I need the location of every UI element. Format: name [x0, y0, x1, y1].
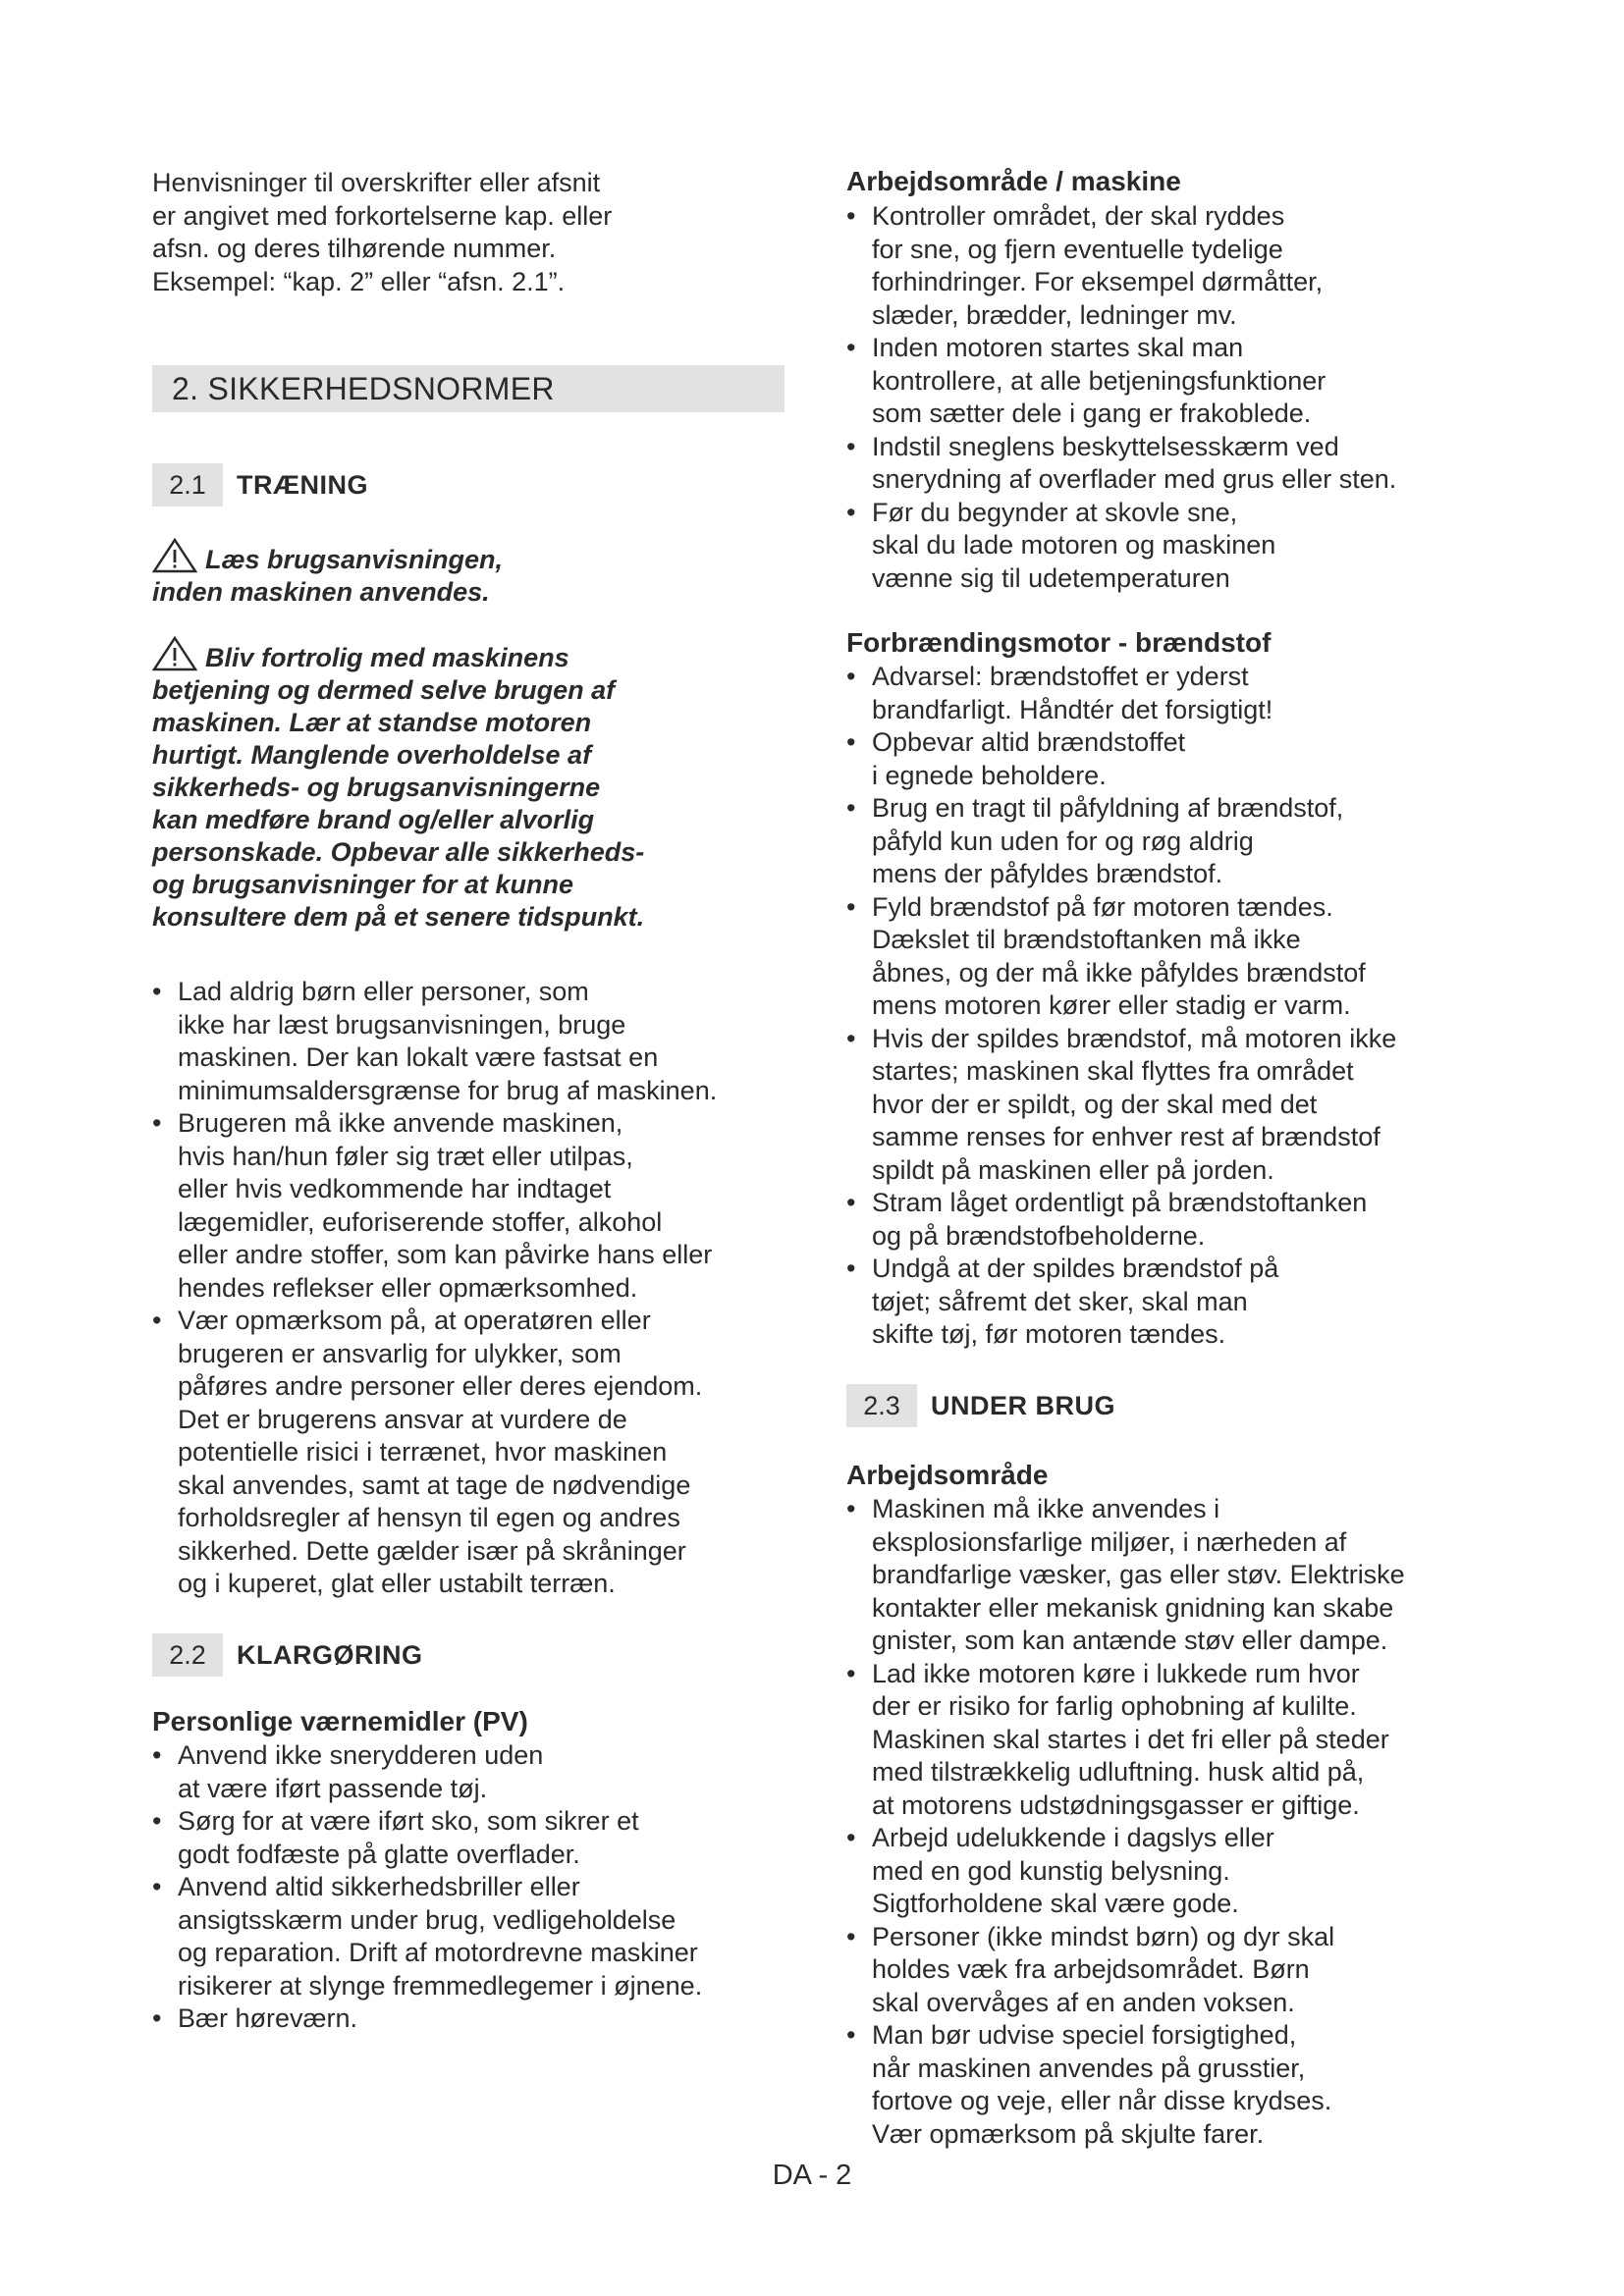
section-heading-2 [152, 365, 781, 412]
pv-bullet-list [152, 1739, 781, 2036]
subsection-heading-2-3 [846, 1384, 1475, 1427]
subsection-title: KLARGØRING [237, 1639, 423, 1670]
warning-read-manual [152, 538, 781, 609]
warning-text-1 [152, 538, 781, 609]
subsection-heading-2-2 [152, 1633, 781, 1677]
list-item: • Fyld brændstof på før motoren tændes. Dækslet til brændstoftanken må ikke åbnes, og der må ikke påfyldes brændstof mens motoren kører eller stadig er varm. [846, 891, 1475, 1023]
list-item: • Indstil sneglens beskyttelsesskærm ved snerydning af overflader med grus eller sten. [846, 431, 1475, 497]
work-machine-group-title: Arbejdsområde / maskine [846, 166, 1181, 196]
list-item: • Før du begynder at skovle sne, skal du lade motoren og maskinen vænne sig til udetemperaturen [846, 497, 1475, 596]
list-item: • Maskinen må ikke anvendes i eksplosionsfarlige miljøer, i nærheden af brandfarlige væsker, gas eller støv. Elektriske kontakter eller mekanisk gnidning kan skabe gnister, som kan antænde støv eller dampe. [846, 1493, 1475, 1658]
intro-paragraph: Henvisninger til overskrifter eller afsnit er angivet med forkortelserne kap. eller afsn. og deres tilhørende nummer. Eksempel: “kap. 2” eller “afsn. 2.1”. [152, 168, 613, 296]
list-item: • Vær opmærksom på, at operatøren eller brugeren er ansvarlig for ulykker, som påføres andre personer eller deres ejendom. Det er brugerens ansvar at vurdere de potentielle risici i terrænet, hvor maskinen skal anvendes, samt at tage de nødvendige forholdsregler af hensyn til egen og andres sikkerhed. Dette gælder især på skråninger og i kuperet, glat eller ustabilt terræn. [152, 1305, 781, 1601]
list-item: • Anvend ikke snerydderen uden at være iført passende tøj. [152, 1739, 781, 1805]
subsection-number: 2.3 [846, 1384, 917, 1427]
list-item: • Brugeren må ikke anvende maskinen, hvis han/hun føler sig træt eller utilpas, eller hvis vedkommende har indtaget lægemidler, euforiserende stoffer, alkohol eller andre stoffer, som kan påvirke hans eller hendes reflekser eller opmærksomhed. [152, 1107, 781, 1305]
warning-text-1-body: Læs brugsanvisningen, inden maskinen anvendes. [152, 545, 504, 607]
list-item: • Hvis der spildes brændstof, må motoren ikke startes; maskinen skal flyttes fra området hvor der er spildt, og der skal med det samme renses for enhver rest af brændstof spildt på maskinen eller på jorden. [846, 1023, 1475, 1188]
list-item: • Sørg for at være iført sko, som sikrer et godt fodfæste på glatte overflader. [152, 1805, 781, 1871]
subsection-heading-2-1 [152, 463, 781, 507]
fuel-group-title: Forbrændingsmotor - brændstof [846, 627, 1272, 658]
list-item: • Undgå at der spildes brændstof på tøjet; såfremt det sker, skal man skifte tøj, før motoren tændes. [846, 1253, 1475, 1352]
subsection-title: TRÆNING [237, 469, 368, 500]
list-item: • Lad aldrig børn eller personer, som ikke har læst brugsanvisningen, bruge maskinen. Der kan lokalt være fastsat en minimumsaldersgrænse for brug af maskinen. [152, 976, 781, 1107]
list-item: • Man bør udvise speciel forsigtighed, når maskinen anvendes på grusstier, fortove og veje, eller når disse krydses. Vær opmærksom på skjulte farer. [846, 2019, 1475, 2151]
list-item: • Kontroller området, der skal ryddes for sne, og fjern eventuelle tydelige forhindringer. For eksempel dørmåtter, slæder, brædder, ledninger mv. [846, 200, 1475, 332]
work-area-bullet-list [846, 1493, 1475, 2151]
list-item: • Brug en tragt til påfyldning af brændstof, påfyld kun uden for og røg aldrig mens der påfyldes brændstof. [846, 792, 1475, 891]
list-item: • Opbevar altid brændstoffet i egnede beholdere. [846, 726, 1475, 792]
list-item: • Bær høreværn. [152, 2002, 781, 2036]
subsection-number: 2.1 [152, 463, 223, 507]
fuel-bullet-list [846, 661, 1475, 1352]
subsection-number: 2.2 [152, 1633, 223, 1677]
subsection-title: UNDER BRUG [931, 1390, 1116, 1420]
list-item: • Anvend altid sikkerhedsbriller eller ansigtsskærm under brug, vedligeholdelse og reparation. Drift af motordrevne maskiner risikerer at slynge fremmedlegemer i øjnene. [152, 1871, 781, 2002]
warning-triangle-icon [152, 538, 197, 573]
work-area-group-title: Arbejdsområde [846, 1460, 1049, 1490]
list-item: • Inden motoren startes skal man kontrollere, at alle betjeningsfunktioner som sætter dele i gang er frakoblede. [846, 332, 1475, 431]
list-item: • Arbejd udelukkende i dagslys eller med en god kunstig belysning. Sigtforholdene skal være gode. [846, 1822, 1475, 1921]
page-number: DA - 2 [772, 2160, 852, 2191]
pv-group-title: Personlige værnemidler (PV) [152, 1706, 528, 1736]
list-item: • Stram låget ordentligt på brændstoftanken og på brændstofbeholderne. [846, 1187, 1475, 1253]
warning-text-2 [152, 636, 781, 934]
list-item: • Personer (ikke mindst børn) og dyr skal holdes væk fra arbejdsområdet. Børn skal overvåges af en anden voksen. [846, 1921, 1475, 2020]
warning-familiarize [152, 636, 781, 934]
section-heading-title: 2. SIKKERHEDSNORMER [152, 365, 785, 412]
warning-text-2-body: Bliv fortrolig med maskinens betjening og dermed selve brugen af maskinen. Lær at standse motoren hurtigt. Manglende overholdelse af sikkerheds- og brugsanvisningerne kan medføre brand og/eller alvorlig personskade. Opbevar alle sikkerheds- og brugsanvisninger for at kunne konsultere dem på et senere tidspunkt. [152, 643, 645, 932]
training-bullet-list [152, 976, 781, 1601]
warning-triangle-icon [152, 636, 197, 671]
list-item: • Lad ikke motoren køre i lukkede rum hvor der er risiko for farlig ophobning af kulilte. Maskinen skal startes i det fri eller på steder med tilstrækkelig udluftning. husk altid på, at motorens udstødningsgasser er giftige. [846, 1658, 1475, 1823]
work-machine-bullet-list [846, 200, 1475, 595]
list-item: • Advarsel: brændstoffet er yderst brandfarligt. Håndtér det forsigtigt! [846, 661, 1475, 726]
